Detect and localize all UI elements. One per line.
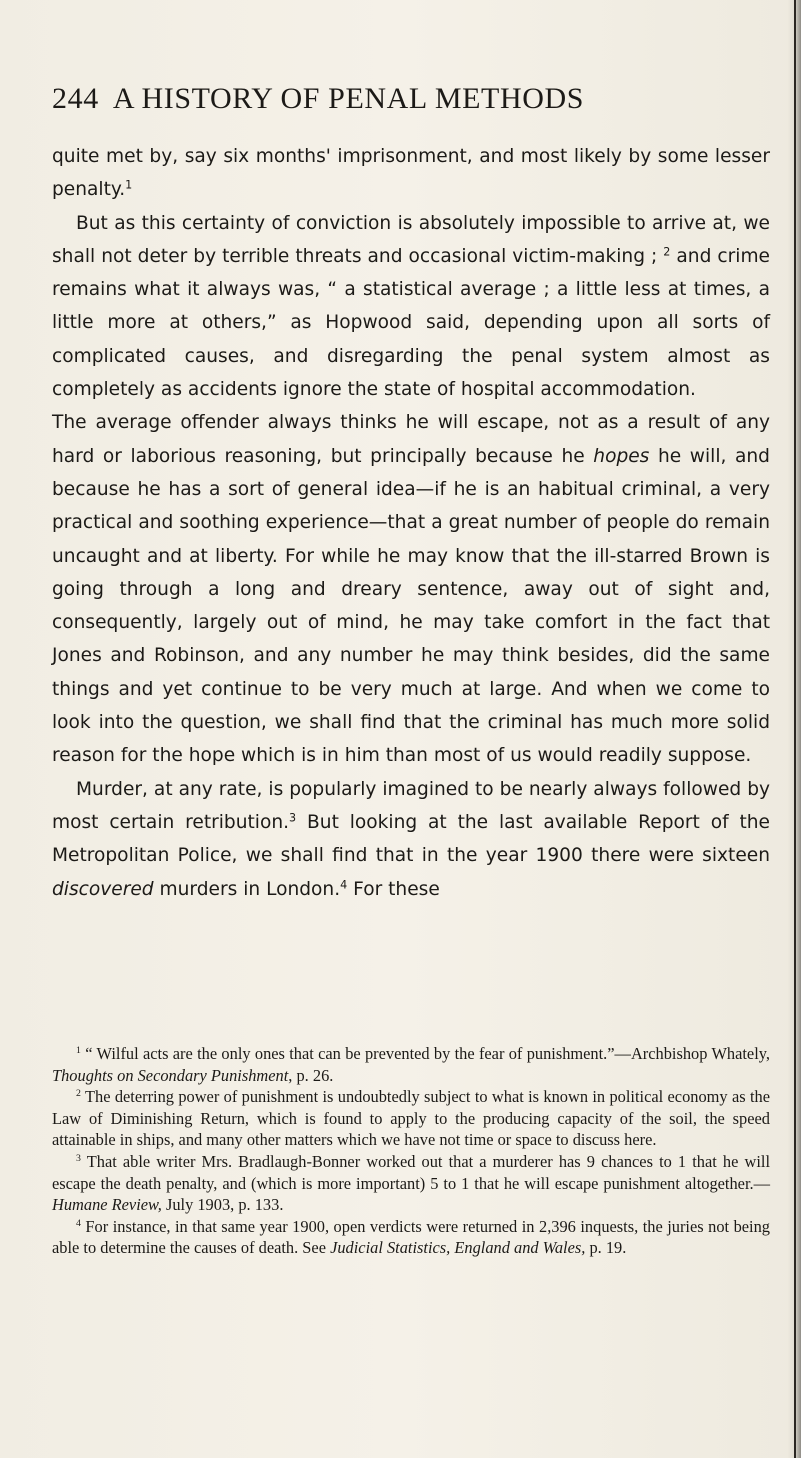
paragraph-2 xyxy=(52,207,770,407)
text-run: The deterring power of punishment is undoubtedly subject to what is known in political economy as the Law of Diminishing Return, which is found to apply to the producing capacity of the soil, the speed attainable in ships, and many other matters which we have not time or space to discuss here. xyxy=(52,1087,770,1150)
text-run: p. 19. xyxy=(585,1238,627,1258)
text-run: For instance, in that same year 1900, open verdicts were returned in 2,396 inquests, the juries not being able to determine the causes of death. See xyxy=(52,1216,770,1258)
running-title: A HISTORY OF PENAL METHODS xyxy=(112,82,585,115)
paragraph-4 xyxy=(52,773,770,906)
text-run: murders in London. xyxy=(153,878,341,900)
main-text xyxy=(52,140,770,906)
footnote-4 xyxy=(52,1216,770,1259)
footnote-ref: 1 xyxy=(125,178,133,192)
footnote-number: 4 xyxy=(76,1217,81,1229)
text-run: he will, and because he has a sort of general idea—if he is an habitual criminal, a very practical and soothing experience—that a great number of people do remain uncaught and at liberty. For while he may know that the ill-starred Brown is going through a long and dreary sentence, away out of sight and, consequently, largely out of mind, he may take comfort in the fact that Jones and Robinson, and any number he may think besides, did the same things and yet continue to be very much at large. And when we come to look into the question, we shall find that the criminal has much more solid reason for the hope which is in him than most of us would readily suppose. xyxy=(52,445,770,767)
paragraph-1 xyxy=(52,140,770,207)
footnote-ref: 4 xyxy=(340,877,348,891)
text-run: , p. 26. xyxy=(288,1065,334,1085)
footnote-number: 3 xyxy=(76,1153,81,1165)
footnotes xyxy=(52,1043,770,1259)
footnote-3 xyxy=(52,1151,770,1216)
text-run: quite met by, say six months' imprisonment, and most likely by some lesser penalty. xyxy=(52,146,770,201)
text-run: “ Wilful acts are the only ones that can be prevented by the fear of punishment.”—Archbishop Whately, xyxy=(85,1044,770,1063)
footnote-2 xyxy=(52,1086,770,1151)
emphasis: discovered xyxy=(52,878,154,900)
text-run: and crime remains what it always was, “ a statistical average ; a little less at times, a little more at others,” as Hopwood said, depending upon all sorts of complicated causes, and disregarding the penal system almost as completely as accidents ignore the state of hospital accommodation. xyxy=(52,245,770,401)
text-run: Murder, at any rate, is popularly imagined to be nearly always followed by most certain retribution. xyxy=(52,778,770,833)
citation-title: Judicial Statistics, England and Wales, xyxy=(330,1238,586,1258)
running-header xyxy=(52,82,752,116)
text-run: But looking at the last available Report of the Metropolitan Police, we shall find that in the year 1900 there were sixteen xyxy=(52,811,770,867)
footnote-1 xyxy=(52,1043,770,1086)
page-number: 244 xyxy=(52,82,99,115)
citation-title: Humane Review, xyxy=(52,1195,162,1215)
emphasis: hopes xyxy=(593,445,650,467)
footnote-number: 2 xyxy=(76,1088,81,1100)
footnote-ref: 2 xyxy=(663,245,671,259)
text-run: The average offender always thinks he will escape, not as a result of any hard or laborious reasoning, but principally because he xyxy=(52,412,770,467)
footnote-ref: 3 xyxy=(289,811,297,825)
text-run: July 1903, p. 133. xyxy=(161,1195,284,1215)
footnote-number: 1 xyxy=(76,1045,81,1057)
page-edge-line xyxy=(794,0,796,1458)
text-run: That able writer Mrs. Bradlaugh-Bonner worked out that a murderer has 9 chances to 1 that he will escape the death penalty, and (which is more important) 5 to 1 that he will escape punishment altogether.— xyxy=(52,1151,771,1193)
text-run: For these xyxy=(347,878,440,900)
citation-title: Thoughts on Secondary Punishment xyxy=(52,1065,289,1085)
paragraph-3 xyxy=(52,406,770,772)
text-run: But as this certainty of conviction is absolutely impossible to arrive at, we shall not deter by terrible threats and occasional victim-making ; xyxy=(52,212,770,267)
